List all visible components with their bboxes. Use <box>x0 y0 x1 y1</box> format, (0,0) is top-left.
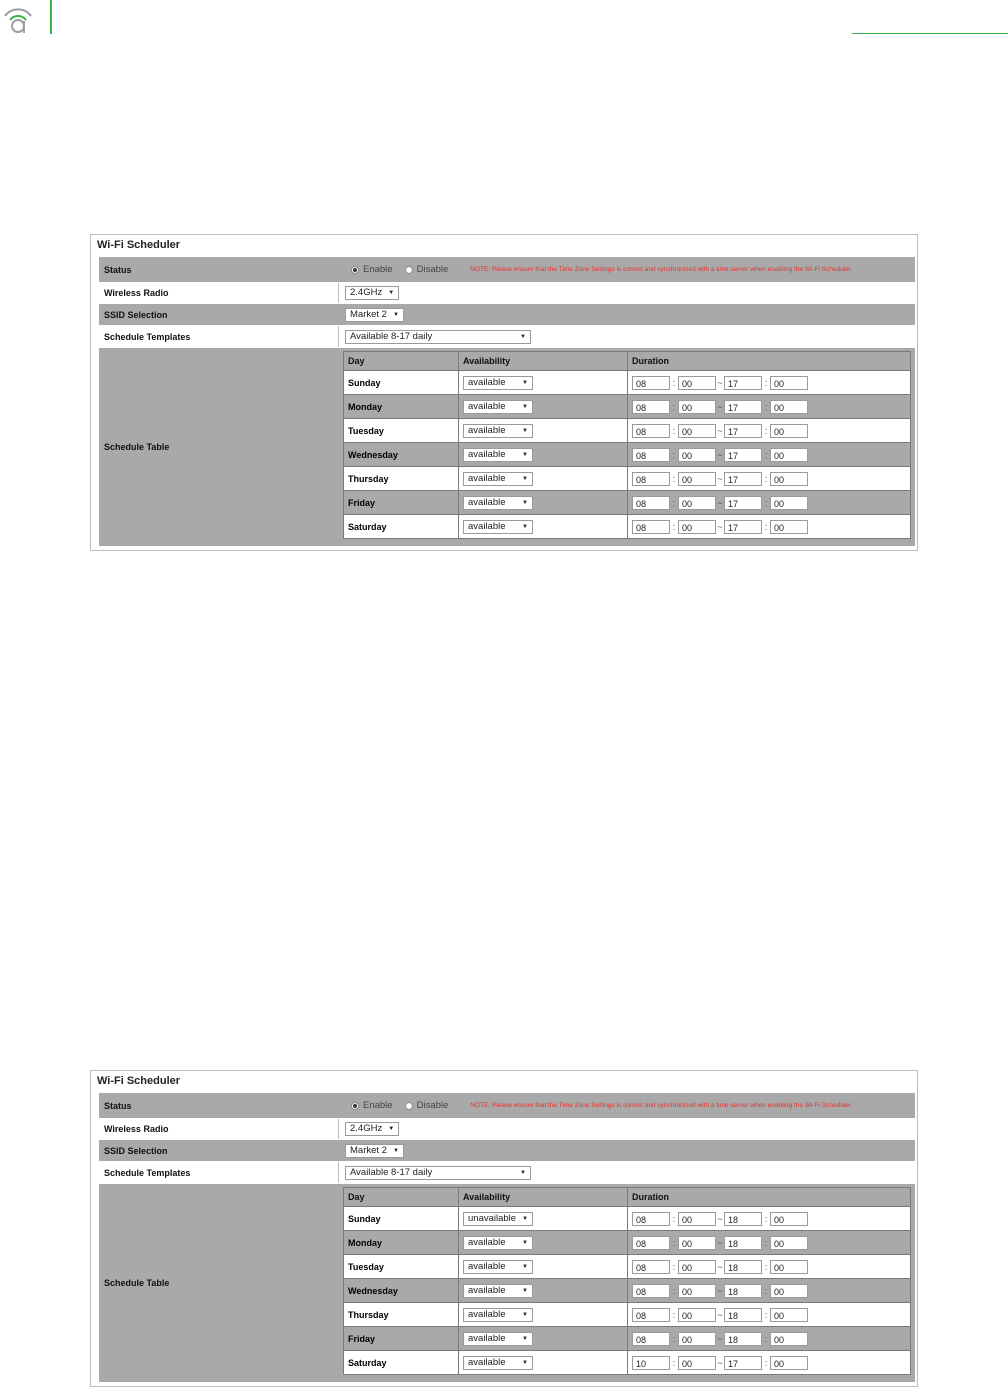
duration-cell <box>628 467 911 491</box>
enable-label: Enable <box>363 264 393 275</box>
header-divider <box>50 0 52 34</box>
day-name: Saturday <box>344 1351 459 1375</box>
start-hour-input[interactable]: 08 <box>632 1212 670 1226</box>
wireless-radio-row <box>99 1119 915 1139</box>
start-hour-input[interactable]: 10 <box>632 1356 670 1370</box>
time-separator: : <box>764 1237 768 1248</box>
range-separator: ~ <box>717 425 723 436</box>
availability-select[interactable] <box>463 1332 533 1346</box>
time-separator: : <box>672 1333 676 1344</box>
start-minute-input[interactable]: 00 <box>678 1332 716 1346</box>
chevron-down-icon: ▼ <box>522 1263 528 1270</box>
header-rule <box>852 33 1008 34</box>
availability-cell <box>459 371 628 395</box>
duration-cell <box>628 1303 911 1327</box>
wireless-radio-value: 2.4GHz <box>350 287 383 298</box>
start-minute-input[interactable]: 00 <box>678 1308 716 1322</box>
start-hour-input[interactable]: 08 <box>632 520 670 534</box>
availability-value: available <box>468 400 506 412</box>
day-name: Sunday <box>344 1207 459 1231</box>
time-separator: : <box>672 473 676 484</box>
time-separator: : <box>672 1237 676 1248</box>
chevron-down-icon: ▼ <box>522 403 528 410</box>
end-minute-input[interactable]: 00 <box>770 1308 808 1322</box>
range-separator: ~ <box>717 1309 723 1320</box>
time-separator: : <box>672 1357 676 1368</box>
availability-cell <box>459 1255 628 1279</box>
chevron-down-icon: ▼ <box>522 427 528 434</box>
schedule-templates-select[interactable] <box>345 330 531 344</box>
start-hour-input[interactable]: 08 <box>632 1308 670 1322</box>
availability-cell <box>459 467 628 491</box>
schedule-table-label: Schedule Table <box>99 1184 339 1382</box>
chevron-down-icon: ▼ <box>388 1126 395 1132</box>
time-separator: : <box>672 377 676 388</box>
disable-radio[interactable] <box>405 266 413 274</box>
start-hour-input[interactable]: 08 <box>632 472 670 486</box>
schedule-row-sunday <box>344 1207 911 1231</box>
time-separator: : <box>764 377 768 388</box>
column-header-availability: Availability <box>459 1188 628 1207</box>
availability-select[interactable] <box>463 472 533 486</box>
schedule-templates-label: Schedule Templates <box>99 326 339 347</box>
end-minute-input[interactable]: 00 <box>770 1332 808 1346</box>
start-minute-input[interactable]: 00 <box>678 376 716 390</box>
time-separator: : <box>764 401 768 412</box>
availability-value: available <box>468 1284 506 1296</box>
range-separator: ~ <box>717 497 723 508</box>
status-value <box>339 257 915 282</box>
time-separator: : <box>764 1357 768 1368</box>
availability-value: available <box>468 448 506 460</box>
schedule-table-container <box>339 348 915 546</box>
schedule-templates-cell <box>339 1162 915 1183</box>
status-label: Status <box>99 1093 339 1118</box>
chevron-down-icon: ▼ <box>522 499 528 506</box>
column-header-day: Day <box>344 352 459 371</box>
end-minute-input[interactable]: 00 <box>770 472 808 486</box>
range-separator: ~ <box>717 401 723 412</box>
schedule-table-row <box>99 348 915 546</box>
chevron-down-icon: ▼ <box>522 1311 528 1318</box>
availability-cell <box>459 1207 628 1231</box>
availability-value: available <box>468 472 506 484</box>
day-name: Thursday <box>344 467 459 491</box>
availability-value: available <box>468 520 506 532</box>
schedule-row-wednesday <box>344 443 911 467</box>
availability-value: available <box>468 1260 506 1272</box>
availability-select[interactable] <box>463 1236 533 1250</box>
chevron-down-icon: ▼ <box>392 1147 399 1154</box>
end-hour-input[interactable]: 18 <box>724 1236 762 1250</box>
range-separator: ~ <box>717 1285 723 1296</box>
end-hour-input[interactable]: 18 <box>724 1332 762 1346</box>
ssid-cell <box>339 1140 915 1161</box>
end-minute-input[interactable]: 00 <box>770 1212 808 1226</box>
start-minute-input[interactable]: 00 <box>678 400 716 414</box>
range-separator: ~ <box>717 1357 723 1368</box>
availability-select[interactable] <box>463 1212 533 1226</box>
range-separator: ~ <box>717 1213 723 1224</box>
day-name: Thursday <box>344 1303 459 1327</box>
time-separator: : <box>672 497 676 508</box>
chevron-down-icon: ▼ <box>522 1359 528 1366</box>
start-hour-input[interactable]: 08 <box>632 1332 670 1346</box>
status-label: Status <box>99 257 339 282</box>
time-separator: : <box>764 521 768 532</box>
end-hour-input[interactable]: 17 <box>724 496 762 510</box>
day-name: Friday <box>344 1327 459 1351</box>
start-minute-input[interactable]: 00 <box>678 1284 716 1298</box>
column-header-availability: Availability <box>459 352 628 371</box>
ssid-row <box>99 304 915 325</box>
duration-cell <box>628 395 911 419</box>
schedule-header-row <box>344 352 911 371</box>
wireless-radio-cell <box>339 283 915 303</box>
day-name: Tuesday <box>344 1255 459 1279</box>
schedule-row-monday <box>344 1231 911 1255</box>
start-minute-input[interactable]: 00 <box>678 1236 716 1250</box>
schedule-row-saturday <box>344 515 911 539</box>
duration-cell <box>628 1231 911 1255</box>
chevron-down-icon: ▼ <box>522 523 528 530</box>
end-hour-input[interactable]: 17 <box>724 448 762 462</box>
start-minute-input[interactable]: 00 <box>678 424 716 438</box>
availability-select[interactable] <box>463 520 533 534</box>
availability-select[interactable] <box>463 1356 533 1370</box>
availability-cell <box>459 395 628 419</box>
end-minute-input[interactable]: 00 <box>770 448 808 462</box>
end-minute-input[interactable]: 00 <box>770 1284 808 1298</box>
duration-cell <box>628 443 911 467</box>
time-separator: : <box>764 1213 768 1224</box>
schedule-templates-cell <box>339 326 915 347</box>
day-name: Tuesday <box>344 419 459 443</box>
duration-cell <box>628 1207 911 1231</box>
ssid-label: SSID Selection <box>99 304 339 325</box>
start-hour-input[interactable]: 08 <box>632 1236 670 1250</box>
availability-select[interactable] <box>463 376 533 390</box>
range-separator: ~ <box>717 473 723 484</box>
schedule-table-label: Schedule Table <box>99 348 339 546</box>
schedule-templates-row <box>99 1162 915 1183</box>
duration-cell <box>628 1255 911 1279</box>
start-hour-input[interactable]: 08 <box>632 424 670 438</box>
start-minute-input[interactable]: 00 <box>678 520 716 534</box>
end-hour-input[interactable]: 18 <box>724 1212 762 1226</box>
availability-select[interactable] <box>463 448 533 462</box>
start-hour-input[interactable]: 08 <box>632 400 670 414</box>
time-separator: : <box>672 1261 676 1272</box>
schedule-table-container <box>339 1184 915 1382</box>
wireless-radio-row <box>99 283 915 303</box>
time-separator: : <box>764 1333 768 1344</box>
duration-cell <box>628 491 911 515</box>
chevron-down-icon: ▼ <box>522 1239 528 1246</box>
chevron-down-icon: ▼ <box>520 1169 526 1176</box>
status-value <box>339 1093 915 1118</box>
schedule-templates-value: Available 8-17 daily <box>350 330 433 342</box>
schedule-row-tuesday <box>344 419 911 443</box>
time-separator: : <box>672 425 676 436</box>
range-separator: ~ <box>717 1261 723 1272</box>
availability-cell <box>459 419 628 443</box>
column-header-day: Day <box>344 1188 459 1207</box>
enable-radio[interactable] <box>351 1102 359 1110</box>
availability-select[interactable] <box>463 1284 533 1298</box>
availability-value: available <box>468 1236 506 1248</box>
availability-select[interactable] <box>463 1308 533 1322</box>
chevron-down-icon: ▼ <box>388 290 395 296</box>
duration-cell <box>628 1279 911 1303</box>
column-header-duration: Duration <box>628 352 911 371</box>
schedule-row-monday <box>344 395 911 419</box>
range-separator: ~ <box>717 521 723 532</box>
end-minute-input[interactable]: 00 <box>770 1260 808 1274</box>
availability-select[interactable] <box>463 424 533 438</box>
chevron-down-icon: ▼ <box>522 1335 528 1342</box>
end-minute-input[interactable]: 00 <box>770 400 808 414</box>
start-minute-input[interactable]: 00 <box>678 1260 716 1274</box>
start-minute-input[interactable]: 00 <box>678 496 716 510</box>
time-separator: : <box>672 1213 676 1224</box>
time-zone-note: NOTE: Please ensure that the Time Zone Settings is correct and synchronized with a time server when enabling the Wi-Fi Scheduler. <box>470 266 853 273</box>
wireless-radio-select[interactable] <box>345 1122 399 1136</box>
ssid-select[interactable] <box>345 308 404 322</box>
availability-cell <box>459 1279 628 1303</box>
chevron-down-icon: ▼ <box>522 1215 529 1222</box>
schedule-row-thursday <box>344 1303 911 1327</box>
start-hour-input[interactable]: 08 <box>632 496 670 510</box>
schedule-templates-select[interactable] <box>345 1166 531 1180</box>
duration-cell <box>628 515 911 539</box>
end-minute-input[interactable]: 00 <box>770 496 808 510</box>
time-separator: : <box>764 1285 768 1296</box>
end-hour-input[interactable]: 17 <box>724 1356 762 1370</box>
schedule-row-friday <box>344 1327 911 1351</box>
schedule-row-saturday <box>344 1351 911 1375</box>
ssid-cell <box>339 304 915 325</box>
schedule-row-friday <box>344 491 911 515</box>
start-minute-input[interactable]: 00 <box>678 448 716 462</box>
schedule-templates-value: Available 8-17 daily <box>350 1166 433 1178</box>
availability-cell <box>459 1231 628 1255</box>
range-separator: ~ <box>717 377 723 388</box>
day-name: Saturday <box>344 515 459 539</box>
availability-select[interactable] <box>463 400 533 414</box>
time-separator: : <box>764 425 768 436</box>
end-hour-input[interactable]: 17 <box>724 400 762 414</box>
disable-label: Disable <box>416 1100 449 1111</box>
time-separator: : <box>764 449 768 460</box>
schedule-table <box>343 351 911 539</box>
time-separator: : <box>672 449 676 460</box>
wifi-scheduler-panel <box>90 1070 918 1387</box>
day-name: Wednesday <box>344 443 459 467</box>
start-hour-input[interactable]: 08 <box>632 1260 670 1274</box>
availability-value: available <box>468 376 506 388</box>
start-minute-input[interactable]: 00 <box>678 1356 716 1370</box>
end-minute-input[interactable]: 00 <box>770 1356 808 1370</box>
day-name: Friday <box>344 491 459 515</box>
time-separator: : <box>672 1285 676 1296</box>
schedule-templates-row <box>99 326 915 347</box>
panel-title: Wi-Fi Scheduler <box>97 239 181 251</box>
availability-cell <box>459 1327 628 1351</box>
availability-cell <box>459 1303 628 1327</box>
panel-title: Wi-Fi Scheduler <box>97 1075 181 1087</box>
chevron-down-icon: ▼ <box>520 333 526 340</box>
wireless-radio-value: 2.4GHz <box>350 1123 383 1134</box>
day-name: Monday <box>344 395 459 419</box>
end-hour-input[interactable]: 17 <box>724 472 762 486</box>
availability-value: unavailable <box>468 1212 517 1224</box>
schedule-row-sunday <box>344 371 911 395</box>
schedule-header-row <box>344 1188 911 1207</box>
disable-radio[interactable] <box>405 1102 413 1110</box>
range-separator: ~ <box>717 1237 723 1248</box>
duration-cell <box>628 1327 911 1351</box>
end-minute-input[interactable]: 00 <box>770 1236 808 1250</box>
chevron-down-icon: ▼ <box>522 475 528 482</box>
wireless-radio-select[interactable] <box>345 286 399 300</box>
availability-value: available <box>468 424 506 436</box>
day-name: Wednesday <box>344 1279 459 1303</box>
end-hour-input[interactable]: 18 <box>724 1308 762 1322</box>
start-hour-input[interactable]: 08 <box>632 448 670 462</box>
time-separator: : <box>764 497 768 508</box>
availability-cell <box>459 515 628 539</box>
time-separator: : <box>672 521 676 532</box>
wifi-scheduler-panel <box>90 234 918 551</box>
schedule-table-row <box>99 1184 915 1382</box>
time-separator: : <box>764 1309 768 1320</box>
chevron-down-icon: ▼ <box>522 1287 528 1294</box>
availability-value: available <box>468 1308 506 1320</box>
wireless-radio-label: Wireless Radio <box>99 1119 339 1139</box>
schedule-row-thursday <box>344 467 911 491</box>
disable-label: Disable <box>416 264 449 275</box>
end-hour-input[interactable]: 18 <box>724 1284 762 1298</box>
availability-value: available <box>468 1356 506 1368</box>
ssid-select[interactable] <box>345 1144 404 1158</box>
chevron-down-icon: ▼ <box>522 451 528 458</box>
availability-select[interactable] <box>463 496 533 510</box>
duration-cell <box>628 371 911 395</box>
status-row <box>99 257 915 282</box>
start-minute-input[interactable]: 00 <box>678 472 716 486</box>
end-hour-input[interactable]: 17 <box>724 376 762 390</box>
ssid-value: Market 2 <box>350 1144 387 1156</box>
ssid-value: Market 2 <box>350 308 387 320</box>
chevron-down-icon: ▼ <box>392 311 399 318</box>
amped-wireless-logo-icon <box>2 2 36 36</box>
schedule-templates-label: Schedule Templates <box>99 1162 339 1183</box>
end-minute-input[interactable]: 00 <box>770 520 808 534</box>
availability-cell <box>459 1351 628 1375</box>
availability-value: available <box>468 496 506 508</box>
schedule-row-tuesday <box>344 1255 911 1279</box>
end-hour-input[interactable]: 17 <box>724 520 762 534</box>
enable-label: Enable <box>363 1100 393 1111</box>
duration-cell <box>628 419 911 443</box>
end-hour-input[interactable]: 17 <box>724 424 762 438</box>
wireless-radio-cell <box>339 1119 915 1139</box>
end-hour-input[interactable]: 18 <box>724 1260 762 1274</box>
schedule-row-wednesday <box>344 1279 911 1303</box>
availability-select[interactable] <box>463 1260 533 1274</box>
schedule-table <box>343 1187 911 1375</box>
start-minute-input[interactable]: 00 <box>678 1212 716 1226</box>
availability-value: available <box>468 1332 506 1344</box>
ssid-row <box>99 1140 915 1161</box>
enable-radio[interactable] <box>351 266 359 274</box>
ssid-label: SSID Selection <box>99 1140 339 1161</box>
range-separator: ~ <box>717 1333 723 1344</box>
duration-cell <box>628 1351 911 1375</box>
start-hour-input[interactable]: 08 <box>632 376 670 390</box>
end-minute-input[interactable]: 00 <box>770 424 808 438</box>
time-separator: : <box>672 401 676 412</box>
availability-cell <box>459 443 628 467</box>
availability-cell <box>459 491 628 515</box>
start-hour-input[interactable]: 08 <box>632 1284 670 1298</box>
day-name: Sunday <box>344 371 459 395</box>
status-row <box>99 1093 915 1118</box>
end-minute-input[interactable]: 00 <box>770 376 808 390</box>
time-separator: : <box>764 1261 768 1272</box>
chevron-down-icon: ▼ <box>522 379 528 386</box>
range-separator: ~ <box>717 449 723 460</box>
day-name: Monday <box>344 1231 459 1255</box>
time-zone-note: NOTE: Please ensure that the Time Zone Settings is correct and synchronized with a time server when enabling the Wi-Fi Scheduler. <box>470 1102 853 1109</box>
wireless-radio-label: Wireless Radio <box>99 283 339 303</box>
time-separator: : <box>764 473 768 484</box>
column-header-duration: Duration <box>628 1188 911 1207</box>
time-separator: : <box>672 1309 676 1320</box>
